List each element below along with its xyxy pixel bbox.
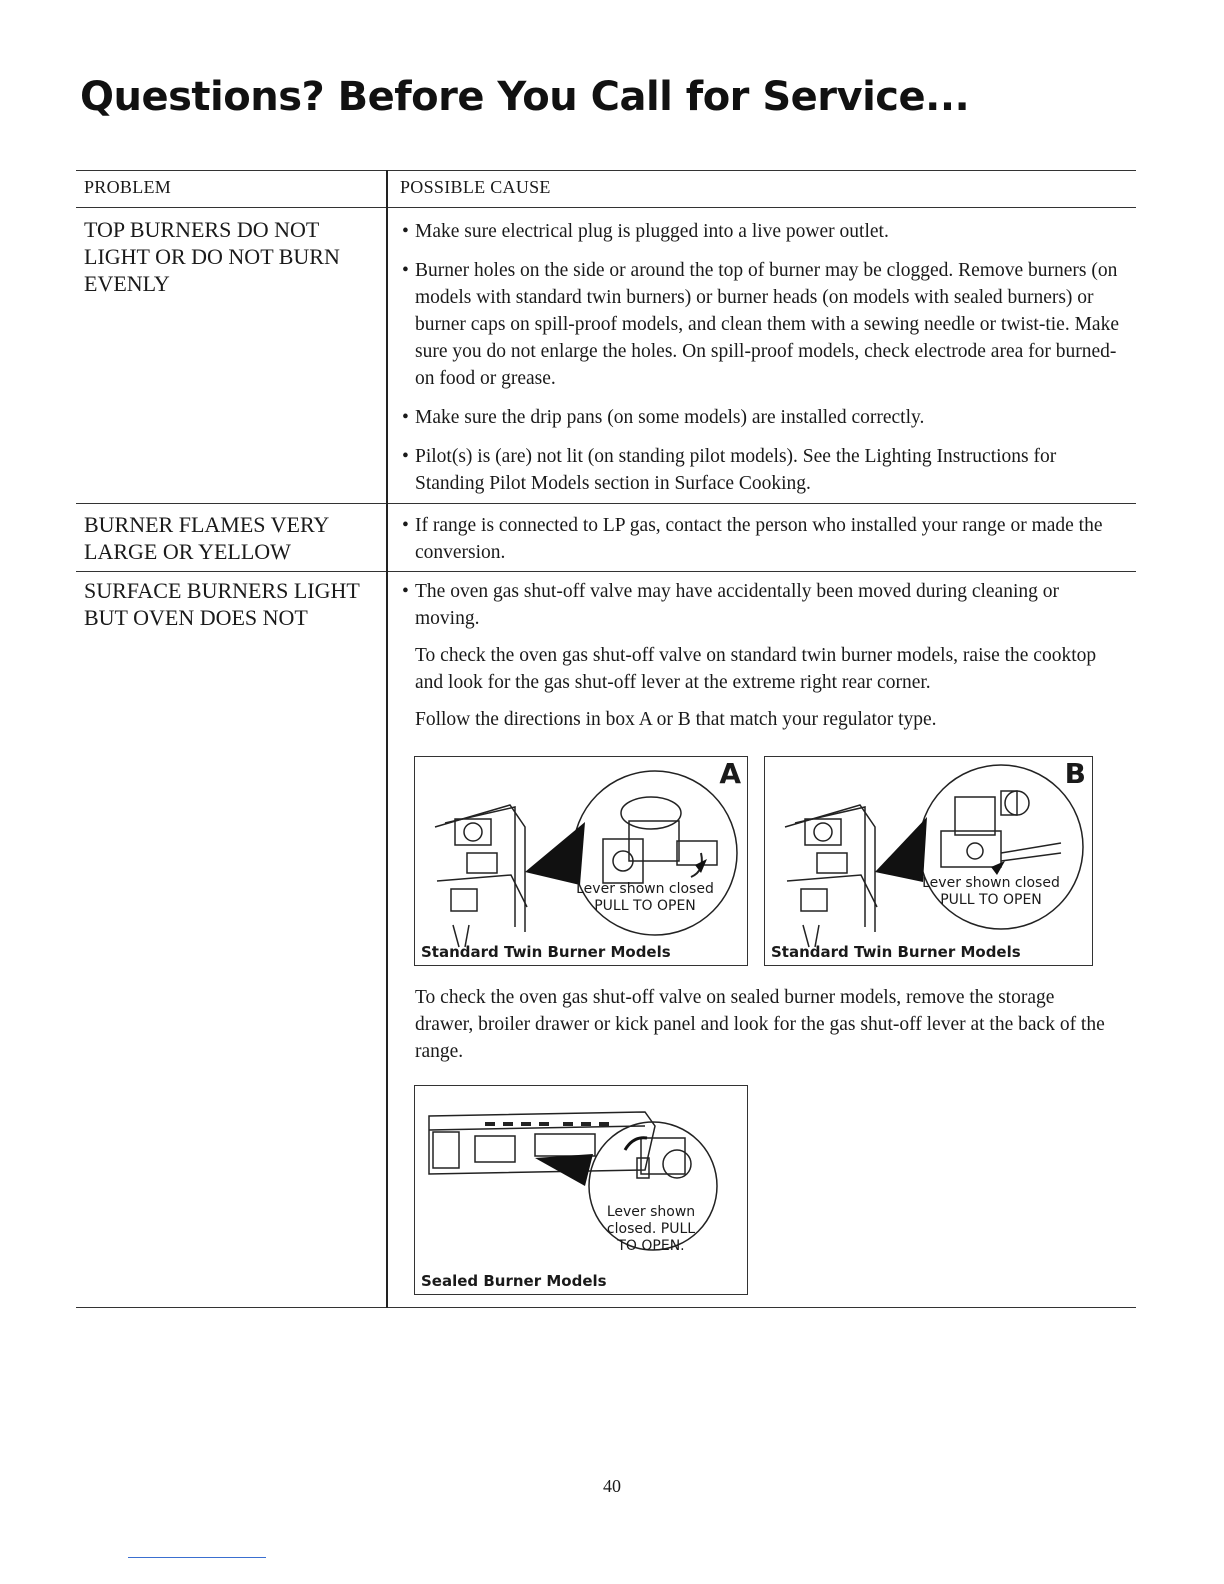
problem-burner-flames: BURNER FLAMES VERY LARGE OR YELLOW [84, 512, 329, 564]
callout-line: Lever shown closed [576, 881, 714, 897]
regulator-a-illustration [415, 757, 747, 965]
figure-caption-b: Standard Twin Burner Models [771, 943, 1021, 961]
header-rule [76, 207, 1136, 208]
row-rule [76, 571, 1136, 572]
column-header-cause: POSSIBLE CAUSE [400, 177, 551, 197]
cause-item: • Make sure electrical plug is plugged into a live power outlet. [402, 218, 1122, 245]
figure-box-sealed [414, 1085, 748, 1295]
callout-line: PULL TO OPEN [594, 898, 696, 914]
figure-label-a: A [719, 757, 741, 790]
cause-item: • Make sure the drip pans (on some models) are installed correctly. [402, 404, 1122, 431]
row-rule [76, 503, 1136, 504]
sealed-burner-illustration [415, 1086, 747, 1294]
column-header-problem: PROBLEM [84, 177, 172, 197]
page-number: 40 [603, 1476, 621, 1496]
causes-surface-burners [402, 578, 1122, 733]
cause-item: • If range is connected to LP gas, contact the person who installed your range or made the conversion. [402, 512, 1122, 566]
cause-item: • Burner holes on the side or around the top of burner may be clogged. Remove burners (on models with standard twin burners) or burner heads (on models with sealed burners) or burner caps on spill-proof models, and clean them with a sewing needle or twist-tie. Make sure you do not enlarge the holes. On spill-proof models, check electrode area for burned-on food or grease. [402, 257, 1122, 392]
problem-top-burners: TOP BURNERS DO NOT LIGHT OR DO NOT BURN EVENLY [84, 217, 340, 296]
figure-caption-a: Standard Twin Burner Models [421, 943, 671, 961]
figure-label-b: B [1064, 757, 1086, 790]
column-divider [386, 170, 388, 1308]
figure-box-a [414, 756, 748, 966]
figure-callout-a [565, 881, 725, 915]
sealed-burner-instructions [402, 984, 1122, 1065]
callout-line: PULL TO OPEN [940, 892, 1042, 908]
footer-rule [128, 1557, 266, 1558]
cause-item: • Pilot(s) is (are) not lit (on standing pilot models). See the Lighting Instructions for Standing Pilot Models section in Surface Cooking. [402, 443, 1122, 497]
figure-callout-sealed: Lever shown closed. PULL TO OPEN. [606, 1204, 696, 1254]
regulator-b-illustration [765, 757, 1092, 965]
instruction-paragraph: To check the oven gas shut-off valve on standard twin burner models, raise the cooktop and look for the gas shut-off lever at the extreme right rear corner. [415, 645, 1097, 693]
callout-line: Lever shown closed [922, 875, 1060, 891]
figure-callout-b [911, 875, 1071, 909]
cause-item: • The oven gas shut-off valve may have accidentally been moved during cleaning or moving. [402, 578, 1122, 632]
troubleshooting-table [76, 170, 1136, 1308]
causes-top-burners [402, 218, 1122, 497]
instruction-paragraph: Follow the directions in box A or B that match your regulator type. [415, 709, 937, 730]
page-title: Questions? Before You Call for Service... [80, 74, 970, 120]
figure-box-b [764, 756, 1093, 966]
figure-caption-sealed: Sealed Burner Models [421, 1272, 607, 1290]
instruction-paragraph: To check the oven gas shut-off valve on sealed burner models, remove the storage drawer, broiler drawer or kick panel and look for the gas shut-off lever at the back of the range. [415, 987, 1105, 1062]
table-top-rule [76, 170, 1136, 171]
causes-burner-flames [402, 512, 1122, 566]
problem-surface-burners: SURFACE BURNERS LIGHT BUT OVEN DOES NOT [84, 578, 360, 630]
table-bottom-rule [76, 1307, 1136, 1308]
